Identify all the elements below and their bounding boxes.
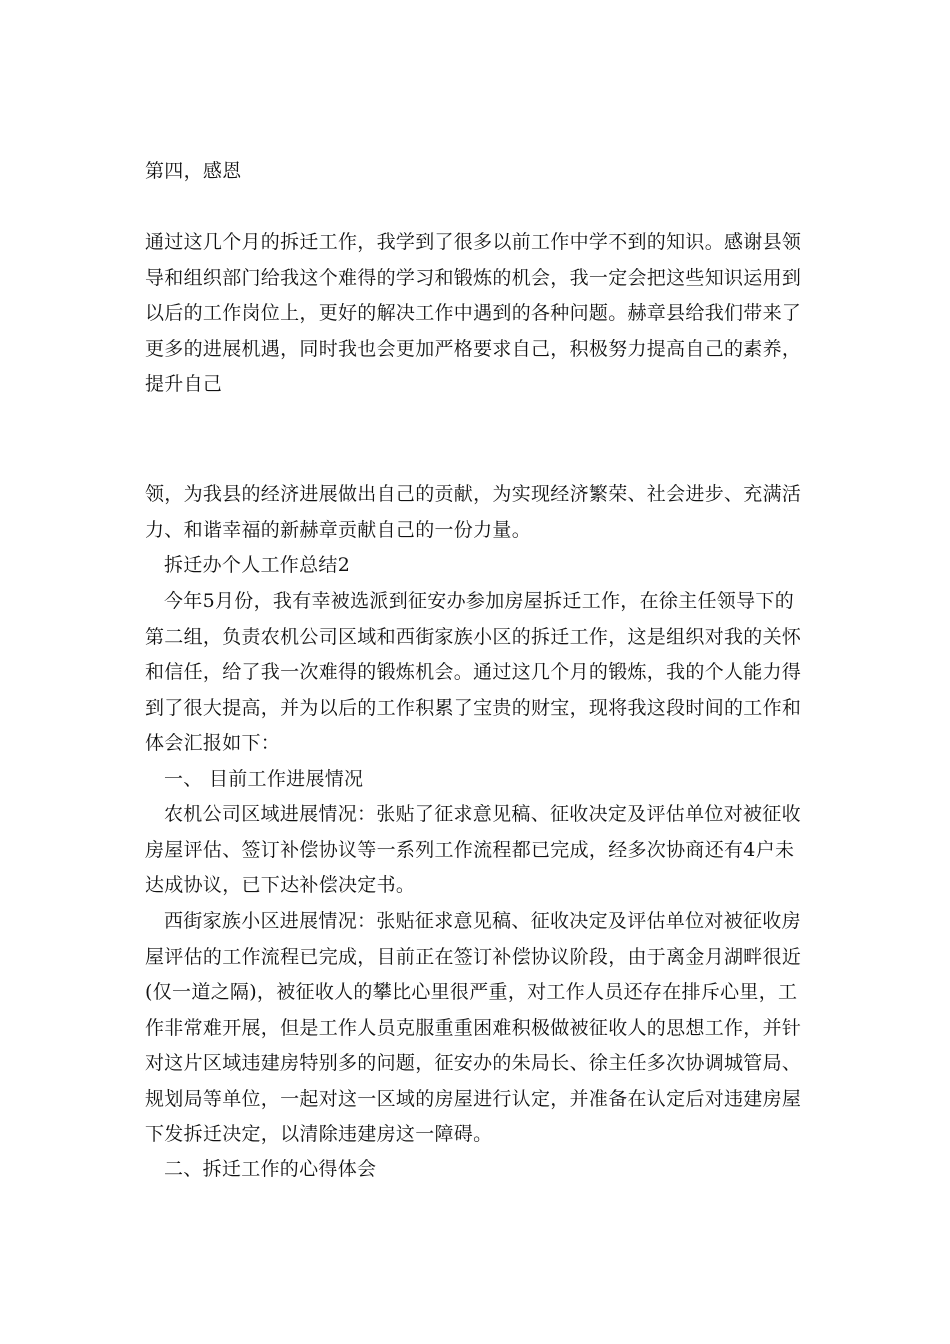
section-title-summary-2: 拆迁办个人工作总结2: [164, 554, 351, 576]
paragraph-west-street-progress: 西街家族小区进展情况：张贴征求意见稿、征收决定及评估单位对被征收房屋评估的工作流程已完成，目前正在签订补偿协议阶段，由于离金月湖畔很近(仅一道之隔)，被征收人的攀比心里很严重，对工作人员还存在排斥心里，工作非常难开展，但是工作人员克服重重困难积极做被征收人的思想工作，并针对这片区域违建房特别多的问题，征安办的朱局长、徐主任多次协调城管局、规划局等单位，一起对这一区域的房屋进行认定，并准备在认定后对违建房屋下发拆迁决定，以清除违建房这一障碍。: [145, 910, 802, 1145]
paragraph-continuation: 领，为我县的经济进展做出自己的贡献，为实现经济繁荣、社会进步、充满活力、和谐幸福的新赫章贡献自己的一份力量。: [145, 483, 802, 541]
heading-gratitude: 第四，感恩: [145, 160, 242, 182]
section-heading-progress: 一、 目前工作进展情况: [164, 768, 364, 790]
paragraph-intro: 今年5月份，我有幸被选派到征安办参加房屋拆迁工作，在徐主任领导下的第二组，负责农机公司区域和西街家族小区的拆迁工作，这是组织对我的关怀和信任，给了我一次难得的锻炼机会。通过这几个月的锻炼，我的个人能力得到了很大提高，并为以后的工作积累了宝贵的财宝，现将我这段时间的工作和体会汇报如下：: [145, 590, 802, 754]
paragraph-farm-machinery-progress: 农机公司区域进展情况：张贴了征求意见稿、征收决定及评估单位对被征收房屋评估、签订补偿协议等一系列工作流程都已完成，经多次协商还有4户未达成协议，已下达补偿决定书。: [145, 803, 801, 896]
paragraph-gratitude-body: 通过这几个月的拆迁工作，我学到了很多以前工作中学不到的知识。感谢县领导和组织部门给我这个难得的学习和锻炼的机会，我一定会把这些知识运用到以后的工作岗位上，更好的解决工作中遇到的各种问题。赫章县给我们带来了更多的进展机遇，同时我也会更加严格要求自己，积极努力提高自己的素养，提升自己: [145, 231, 802, 395]
section-heading-experience: 二、拆迁工作的心得体会: [164, 1158, 377, 1180]
